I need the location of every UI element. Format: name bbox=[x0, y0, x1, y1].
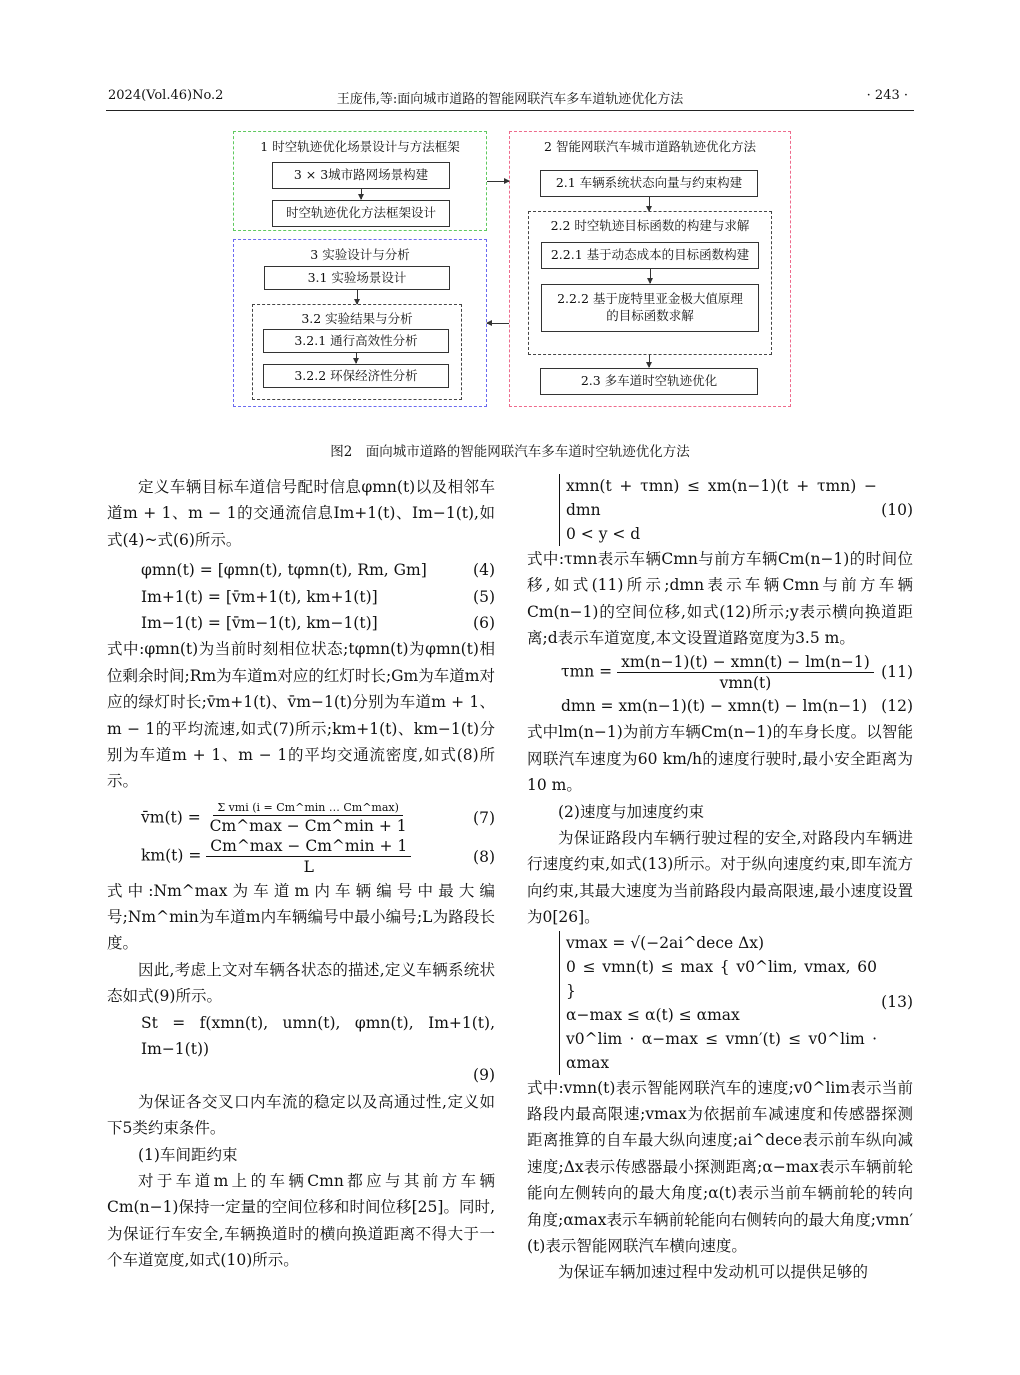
box-efficiency-analysis: 3.2.1 通行高效性分析 bbox=[263, 329, 449, 353]
panel-optimization-method bbox=[509, 131, 791, 407]
box-pontryagin-line1: 2.2.2 基于庞特里亚金极大值原理 bbox=[557, 291, 743, 307]
paragraph: 式中:τmn表示车辆Cmn与前方车辆Cm(n−1)的时间位移,如式(11)所示;dmn表示车辆Cmn与前方车辆Cm(n−1)的空间位移,如式(12)所示;y表示横向换道距离;d表示车道宽度,本文设置道路宽度为3.5 m。 bbox=[527, 550, 913, 648]
equation-9: St = f(xmn(t), umn(t), φmn(t), Im+1(t), Im−1(t)) bbox=[141, 1013, 495, 1059]
box-pontryagin bbox=[541, 284, 759, 332]
figure-flowchart bbox=[229, 127, 795, 411]
section-heading: (1)车间距约束 bbox=[138, 1145, 238, 1164]
box-dynamic-cost: 2.2.1 基于动态成本的目标函数构建 bbox=[541, 242, 759, 269]
running-title: 王庞伟,等:面向城市道路的智能网联汽车多车道轨迹优化方法 bbox=[336, 92, 684, 107]
box-framework-design: 时空轨迹优化方法框架设计 bbox=[272, 200, 450, 227]
figure-caption: 图2 面向城市道路的智能网联汽车多车道时空轨迹优化方法 bbox=[330, 444, 690, 460]
subpanel-results bbox=[252, 304, 462, 400]
paragraph: 因此,考虑上文对车辆各状态的描述,定义车辆系统状态如式(9)所示。 bbox=[107, 960, 495, 1006]
panel-method-title: 2 智能网联汽车城市道路轨迹优化方法 bbox=[544, 139, 756, 154]
paragraph: 式中:φmn(t)为当前时刻相位状态;tφmn(t)为φmn(t)相位剩余时间;Rm为车道m对应的红灯时长;Gm为车道m对应的绿灯时长;v̄m+1(t)、v̄m−1(t)分别为车道m + 1、m − 1的平均流速,如式(7)所示;km+1(t)、km−1(t)分别为车道m + 1、m − 1的平均交通流密度,如式(8)所示。 bbox=[107, 640, 495, 791]
box-scenario-setup: 3.1 实验场景设计 bbox=[264, 266, 450, 290]
paragraph: 为保证各交叉口内车流的稳定以及高通过性,定义如下5类约束条件。 bbox=[107, 1092, 495, 1138]
paragraph: 式中:Nm^max为车道m内车辆编号中最大编号;Nm^min为车道m内车辆编号中最小编号;L为路段长度。 bbox=[107, 881, 495, 953]
arrow-down bbox=[361, 189, 362, 199]
equation-4: φmn(t) = [φmn(t), tφmn(t), Rm, Gm] (4) bbox=[141, 561, 495, 580]
box-road-network: 3 × 3城市路网场景构建 bbox=[272, 162, 450, 189]
panel-experiment bbox=[233, 239, 487, 407]
journal-issue: 2024(Vol.46)No.2 bbox=[108, 88, 224, 103]
box-multilane-optimization: 2.3 多车道时空轨迹优化 bbox=[540, 368, 758, 395]
paragraph: 对于车道m上的车辆Cmn都应与其前方车辆Cm(n−1)保持一定量的空间位移和时间位移[25]。同时,为保证行车安全,车辆换道时的横向换道距离不得大于一个车道宽度,如式(10)所示。 bbox=[107, 1172, 495, 1270]
left-column bbox=[107, 474, 495, 1274]
arrow-down bbox=[650, 269, 651, 283]
box-state-vector: 2.1 车辆系统状态向量与约束构建 bbox=[540, 170, 758, 197]
paragraph: 为保证车辆加速过程中发动机可以提供足够的 bbox=[558, 1263, 869, 1282]
page-number: · 243 · bbox=[866, 88, 908, 103]
paragraph: 式中lm(n−1)为前方车辆Cm(n−1)的车身长度。以智能网联汽车速度为60 km/h的速度行驶时,最小安全距离为10 m。 bbox=[527, 723, 913, 795]
equation-8: km(t) = $\frac{Cm\^{}\max - Cm\^{}\min + 1}{L}$ (8) bbox=[141, 837, 495, 877]
equation-12: dmn = xm(n−1)(t) − xmn(t) − lm(n−1) (12) bbox=[561, 696, 913, 715]
arrow-down bbox=[356, 353, 357, 363]
equation-9-number: (9) bbox=[473, 1066, 495, 1085]
arrow-right bbox=[487, 181, 509, 182]
paragraph: 定义车辆目标车道信号配时信息φmn(t)以及相邻车道m + 1、m − 1的交通流信息Im+1(t)、Im−1(t),如式(4)~式(6)所示。 bbox=[107, 478, 495, 549]
equation-13: vmax = √(−2ai^dece Δx) 0 ≤ vmn(t) ≤ max { v0^lim, vmax, 60 } α−max ≤ α(t) ≤ αmax v0^lim · α−max ≤ vmn′(t) ≤ v0^lim · αmax (13) bbox=[527, 931, 913, 1075]
paragraph: 式中:vmn(t)表示智能网联汽车的速度;v0^lim表示当前路段内最高限速;vmax为依据前车减速度和传感器探测距离推算的自车最大纵向速度;ai^dece表示前车纵向减速度;Δx表示传感器最小探测距离;α−max表示车辆前轮能向左侧转向的最大角度;α(t)表示当前车辆前轮的转向角度;αmax表示车辆前轮能向右侧转向的最大角度;vmn′(t)表示智能网联汽车横向速度。 bbox=[527, 1078, 913, 1255]
equation-11: τmn = $\frac{\text{xm(n−1)(t) − xmn(t) − lm(n−1)}}{\text{vmn(t)}}$ (11) bbox=[561, 652, 913, 692]
right-column bbox=[527, 474, 913, 1286]
arrow-down bbox=[649, 197, 650, 211]
subpanel-objective bbox=[528, 211, 772, 355]
equation-7: v̄m(t) = $\frac{\text{Σ vmi (i = Cm\textasciicircum{}min … Cm\textasciicircum{}max)}}{Cm\^{}\max - Cm\^{}\min + 1}$ (7) bbox=[141, 800, 495, 836]
equation-10: xmn(t + τmn) ≤ xm(n−1)(t + τmn) − dmn 0 < y < d (10) bbox=[527, 474, 913, 546]
equation-5: Im+1(t) = [v̄m+1(t), km+1(t)] (5) bbox=[141, 587, 495, 606]
box-pontryagin-line2: 的目标函数求解 bbox=[606, 308, 694, 323]
box-eco-analysis: 3.2.2 环保经济性分析 bbox=[263, 364, 449, 388]
equation-6: Im−1(t) = [v̄m−1(t), km−1(t)] (6) bbox=[141, 614, 495, 633]
panel-experiment-title: 3 实验设计与分析 bbox=[310, 247, 410, 262]
section-heading: (2)速度与加速度约束 bbox=[558, 802, 704, 821]
paragraph: 为保证路段内车辆行驶过程的安全,对路段内车辆进行速度约束,如式(13)所示。对于纵向速度约束,即车流方向约束,其最大速度为当前路段内最高限速,最小速度设置为0[26]。 bbox=[527, 828, 913, 927]
header-rule bbox=[106, 110, 914, 111]
arrow-left bbox=[487, 323, 509, 324]
panel-scenario-title: 1 时空轨迹优化场景设计与方法框架 bbox=[260, 139, 460, 154]
subpanel-objective-title: 2.2 时空轨迹目标函数的构建与求解 bbox=[550, 218, 750, 233]
subpanel-results-title: 3.2 实验结果与分析 bbox=[301, 311, 413, 326]
arrow-down bbox=[649, 355, 650, 367]
panel-scenario-design bbox=[233, 131, 487, 231]
arrow-down bbox=[357, 290, 358, 304]
